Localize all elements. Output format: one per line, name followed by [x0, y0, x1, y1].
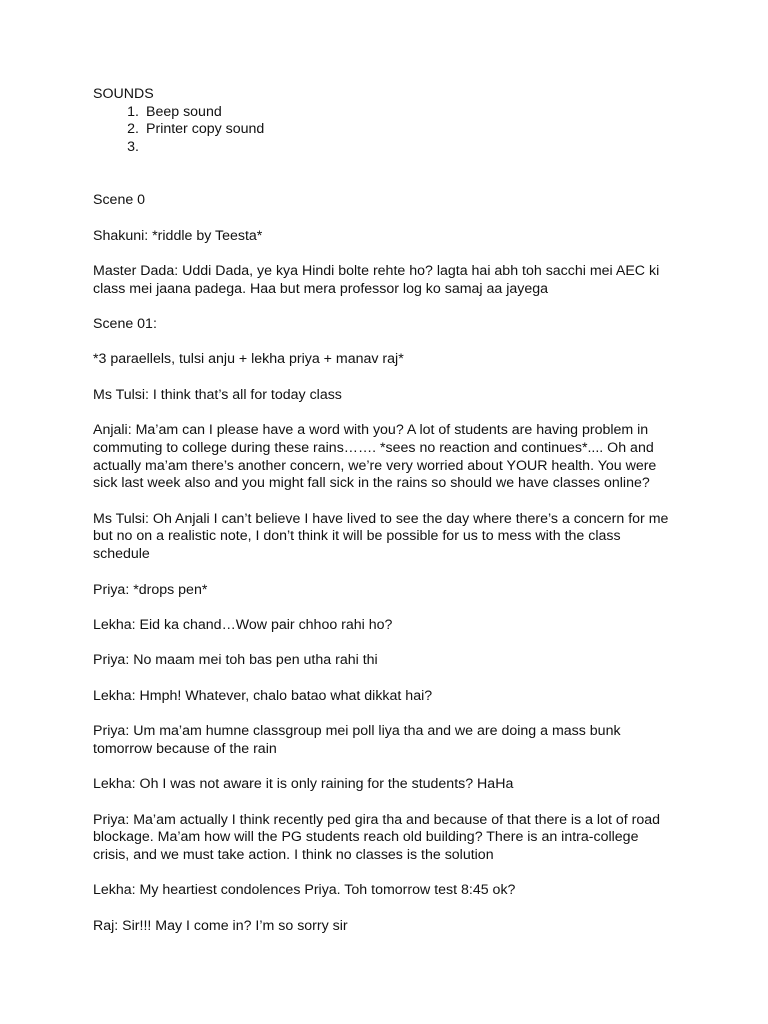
list-item-text: Beep sound [146, 103, 222, 120]
scene-heading: Scene 0 [93, 192, 146, 209]
dialogue-line: Raj: Sir!!! May I come in? I’m so sorry sir [93, 917, 348, 934]
list-number: 1. [127, 103, 139, 120]
dialogue-line: Anjali: Ma’am can I please have a word with you? A lot of students are having problem in commuting to college during these rains……. *sees no reaction and continues*.... Oh and actually ma’am there’s another concern, we’re very worried about YOUR health. You were sick last week also and you might fall sick in the rains so should we have classes online? [93, 422, 657, 492]
dialogue-line: Shakuni: *riddle by Teesta* [93, 227, 263, 244]
document-page [93, 86, 678, 953]
sounds-list [93, 104, 678, 157]
dialogue-line: Priya: Um ma’am humne classgroup mei poll liya tha and we are doing a mass bunk tomorrow because of the rain [93, 723, 621, 757]
dialogue-line: Lekha: Oh I was not aware it is only raining for the students? HaHa [93, 776, 514, 793]
dialogue-line: Priya: Ma’am actually I think recently ped gira tha and because of that there is a lot of road blockage. Ma’am how will the PG students reach old building? There is an intra-college crisis, and we must take action. I think no classes is the solution [93, 811, 661, 863]
dialogue-line: Lekha: Eid ka chand…Wow pair chhoo rahi ho? [93, 616, 393, 633]
list-item [93, 121, 678, 139]
dialogue-line: Lekha: My heartiest condolences Priya. Toh tomorrow test 8:45 ok? [93, 882, 516, 899]
dialogue-line: Ms Tulsi: I think that’s all for today class [93, 386, 342, 403]
dialogue-line: Priya: No maam mei toh bas pen utha rahi thi [93, 652, 378, 669]
dialogue-line: Master Dada: Uddi Dada, ye kya Hindi bolte rehte ho? lagta hai abh toh sacchi mei AEC ki class mei jaana padega. Haa but mera professor log ko samaj aa jayega [93, 262, 660, 297]
list-number: 2. [127, 121, 139, 138]
list-number: 3. [127, 139, 139, 156]
dialogue-line: Lekha: Hmph! Whatever, chalo batao what dikkat hai? [93, 687, 433, 704]
spacer [93, 157, 678, 192]
sounds-heading: SOUNDS [93, 86, 154, 102]
list-item [93, 104, 678, 122]
list-item-text: Printer copy sound [146, 121, 265, 138]
scene-heading: Scene 01: [93, 316, 157, 333]
list-item [93, 139, 678, 157]
stage-direction: *3 paraellels, tulsi anju + lekha priya + manav raj* [93, 351, 404, 368]
dialogue-line: Ms Tulsi: Oh Anjali I can’t believe I have lived to see the day where there’s a concern for me but no on a realistic note, I don’t think it will be possible for us to mess with the class schedule [93, 510, 669, 563]
dialogue-line: Priya: *drops pen* [93, 581, 208, 598]
